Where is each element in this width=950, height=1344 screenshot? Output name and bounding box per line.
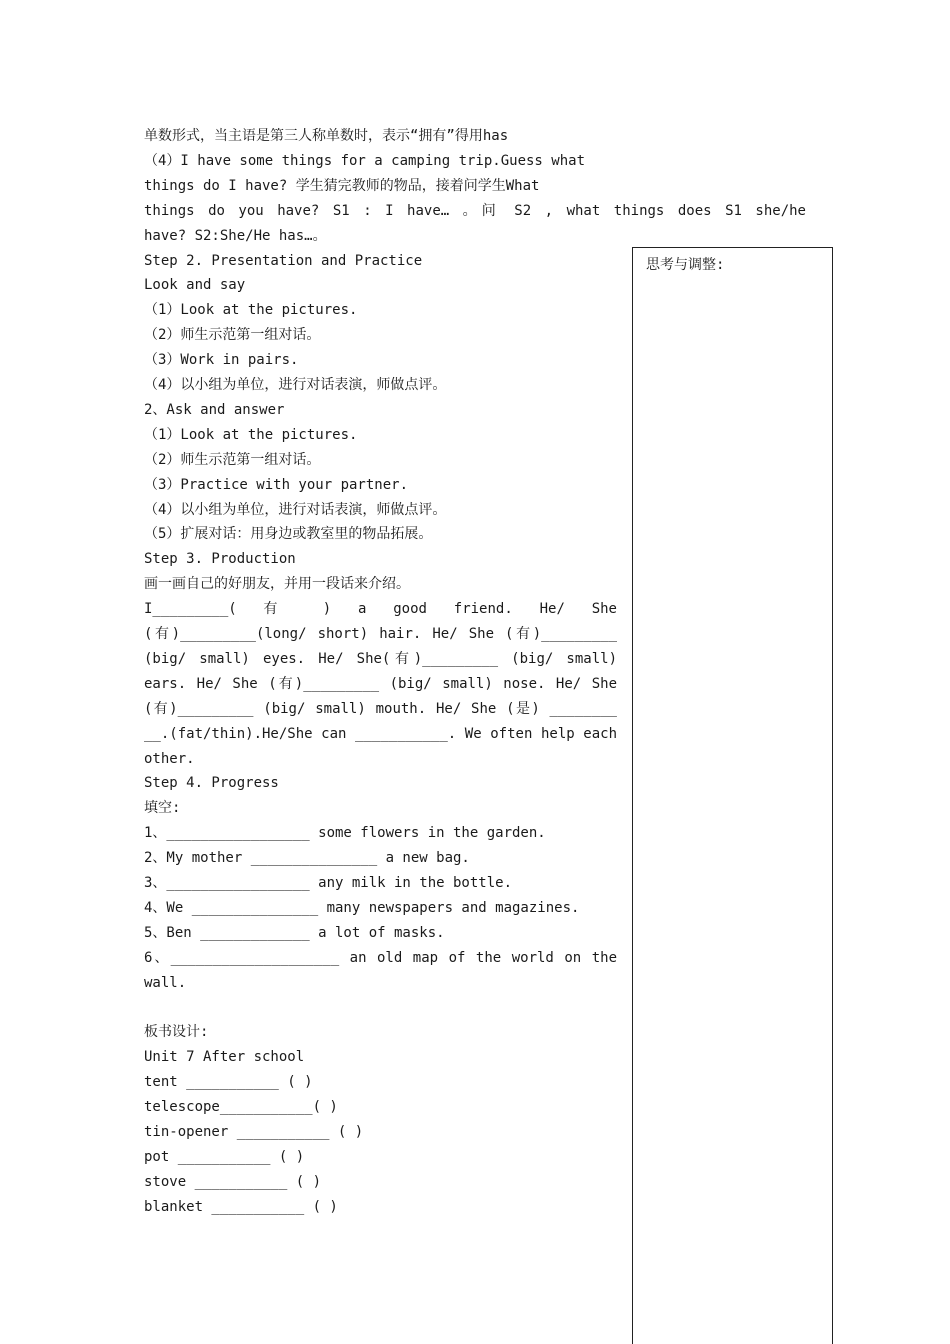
- text-line: tent ___________ ( ): [144, 1074, 313, 1091]
- text-line: (big/ small) eyes. He/ She(有)_________ (big/ small): [144, 650, 617, 667]
- text-line: Step 3. Production: [144, 551, 296, 568]
- text-line: 2、My mother _______________ a new bag.: [144, 850, 470, 867]
- text-line: (有)_________ (big/ small) mouth. He/ She (是) ________: [144, 700, 617, 717]
- text-line: 5、Ben _____________ a lot of masks.: [144, 924, 445, 941]
- reflection-box-title: 思考与调整:: [646, 257, 725, 273]
- text-line: （3）Work in pairs.: [144, 352, 299, 369]
- text-line: （2）师生示范第一组对话。: [144, 451, 321, 468]
- text-line: （3）Practice with your partner.: [144, 476, 409, 493]
- text-line: (有)_________(long/ short) hair. He/ She (有)_________: [144, 626, 617, 642]
- text-line: Look and say: [144, 277, 246, 294]
- text-line: other.: [144, 750, 195, 767]
- text-line: 2、Ask and answer: [144, 401, 285, 418]
- text-line: （2）师生示范第一组对话。: [144, 327, 321, 344]
- text-line: have? S2:She/He has…。: [144, 227, 327, 244]
- text-line: things do I have? 学生猜完教师的物品，接着问学生What: [144, 177, 540, 194]
- text-line: ears. He/ She (有)_________ (big/ small) nose. He/ She: [144, 675, 617, 692]
- text-line: Step 2. Presentation and Practice: [144, 252, 423, 269]
- text-line: things do you have? S1 : I have… 。问 S2 , what things does S1 she/he: [144, 202, 806, 219]
- text-line: blanket ___________ ( ): [144, 1198, 338, 1215]
- text-line: __.(fat/thin).He/She can ___________. We often help each: [144, 725, 617, 742]
- text-line: I_________( 有 ) a good friend. He/ She: [144, 601, 617, 618]
- text-line: 1、_________________ some flowers in the garden.: [144, 825, 546, 842]
- text-line: wall.: [144, 974, 187, 991]
- text-line: 单数形式，当主语是第三人称单数时，表示“拥有”得用has: [144, 128, 509, 144]
- text-line: （4）以小组为单位，进行对话表演，师做点评。: [144, 377, 447, 393]
- text-line: 板书设计:: [144, 1024, 209, 1041]
- text-line: tin-opener ___________ ( ): [144, 1124, 364, 1140]
- text-line: （4）I have some things for a camping trip.Guess what: [144, 152, 586, 169]
- text-line: pot ___________ ( ): [144, 1148, 305, 1165]
- text-line: stove ___________ ( ): [144, 1173, 322, 1190]
- text-line: telescope___________( ): [144, 1099, 338, 1116]
- text-line: Unit 7 After school: [144, 1049, 305, 1066]
- text-line: （5）扩展对话：用身边或教室里的物品拓展。: [144, 526, 433, 543]
- text-line: 6、____________________ an old map of the world on the: [144, 949, 617, 966]
- text-line: 填空:: [144, 800, 181, 817]
- text-line: （1）Look at the pictures.: [144, 302, 358, 319]
- text-line: （1）Look at the pictures.: [144, 426, 358, 443]
- text-line: 画一画自己的好朋友，并用一段话来介绍。: [144, 576, 410, 593]
- text-line: （4）以小组为单位，进行对话表演，师做点评。: [144, 501, 447, 518]
- text-line: 4、We _______________ many newspapers and magazines.: [144, 899, 580, 916]
- text-line: Step 4. Progress: [144, 775, 279, 792]
- text-line: 3、_________________ any milk in the bottle.: [144, 875, 513, 891]
- reflection-box: [632, 247, 833, 1344]
